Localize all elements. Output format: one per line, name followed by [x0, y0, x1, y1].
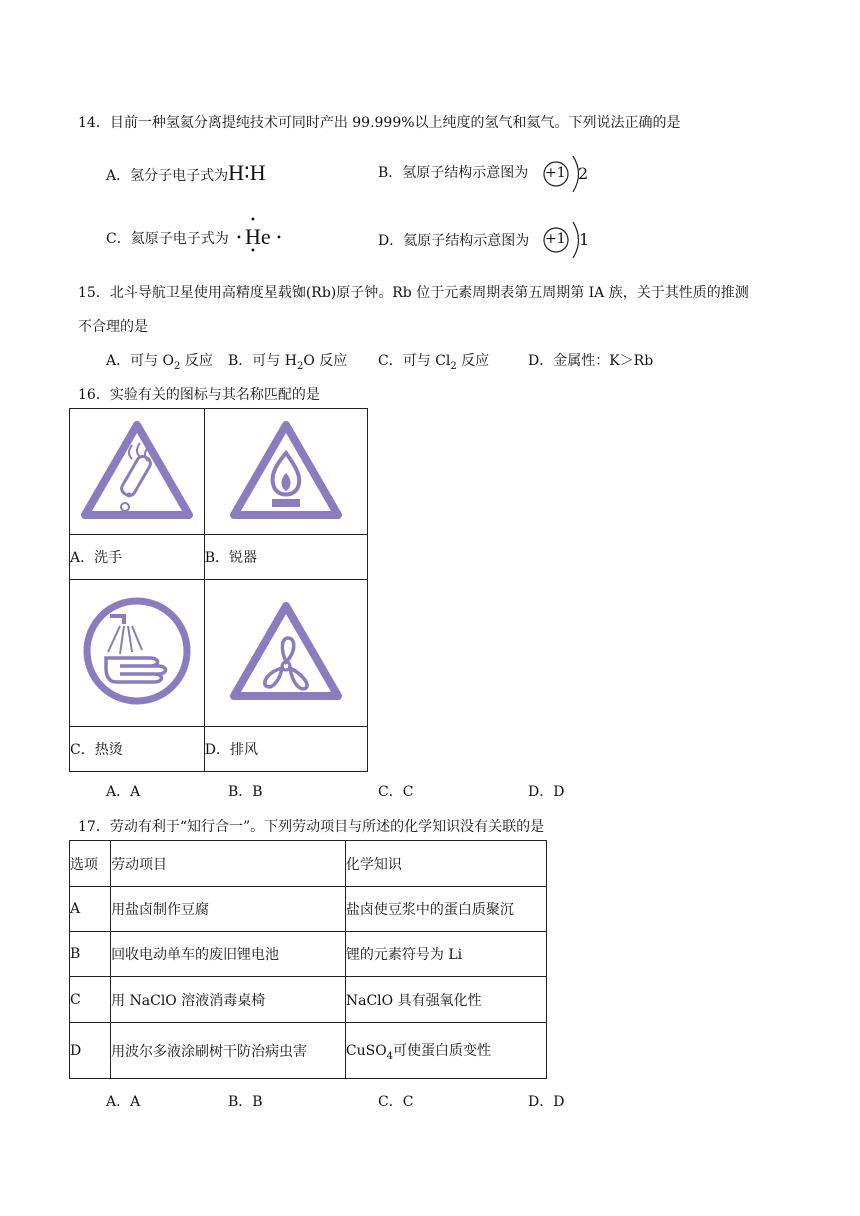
q15-b-sub: 2	[296, 360, 304, 372]
q16-option-d: D．D	[528, 784, 565, 800]
q15-a-sub: 2	[174, 360, 181, 372]
q14-option-b-text: B．氢原子结构示意图为	[378, 165, 529, 181]
q17-option-b: B．B	[228, 1094, 263, 1110]
table-header-row	[70, 841, 547, 887]
q16-option-c: C．C	[378, 784, 414, 800]
q14-c-symbol: He	[245, 224, 271, 249]
q17-option-c: C．C	[378, 1094, 414, 1110]
q15-option-b	[228, 350, 347, 372]
table-cell	[345, 1023, 546, 1079]
q16-stem: 16．实验有关的图标与其名称匹配的是	[78, 387, 320, 403]
q14-option-a	[106, 160, 266, 186]
q15-stem-line1: 15．北斗导航卫星使用高精度星载铷(Rb)原子钟。Rb 位于元素周期表第五周期第 IA 族，关于其性质的推测	[78, 285, 749, 301]
table-row	[70, 977, 547, 1023]
q14-option-c-formula: • • He • •	[236, 215, 282, 257]
q14-stem: 14．目前一种氢氦分离提纯技术可同时产出 99.999%以上纯度的氢气和氦气。下列说法正确的是	[78, 115, 681, 131]
q15-c-post: 反应	[456, 353, 490, 369]
q14-option-d-diagram	[540, 216, 590, 264]
q15-option-c	[378, 350, 489, 372]
table-cell: B	[70, 932, 111, 977]
q14-option-c	[106, 228, 229, 248]
q14-option-a-formula: H∶H	[228, 160, 266, 185]
exhaust-fan-icon	[226, 596, 346, 706]
q16-icon-table	[69, 408, 368, 772]
table-cell: D	[70, 1023, 111, 1079]
table-cell: 用 NaClO 溶液消毒桌椅	[111, 977, 346, 1023]
cuso4-formula: CuSO	[345, 1042, 387, 1059]
q15-b-pre: B．可与 H	[228, 353, 297, 369]
q16-label-c: C．热烫	[70, 727, 205, 772]
q14-option-c-text: C．氦原子电子式为	[106, 231, 229, 247]
q15-b-post: O 反应	[303, 353, 348, 369]
q16-label-b: B．锐器	[204, 535, 367, 580]
q16-label-a: A．洗手	[70, 535, 205, 580]
table-row	[70, 1023, 547, 1079]
q16-cell-icon-a	[70, 409, 205, 535]
table-cell: A	[70, 887, 111, 932]
q14-option-d	[378, 230, 529, 250]
q16-option-b: B．B	[228, 784, 263, 800]
q15-stem-line2: 不合理的是	[78, 319, 148, 335]
flame-burner-icon	[226, 415, 346, 525]
table-cell: 回收电动单车的废旧锂电池	[111, 932, 346, 977]
q16-label-d: D．排风	[204, 727, 367, 772]
q14-option-b	[378, 162, 528, 182]
q17-option-a: A．A	[106, 1094, 141, 1110]
table-cell: 用盐卤制作豆腐	[111, 887, 346, 932]
q16-cell-icon-d	[204, 580, 367, 727]
hand-wash-icon	[80, 594, 194, 708]
table-cell: NaClO 具有强氧化性	[345, 977, 546, 1023]
q17-stem: 17．劳动有利于“知行合一”。下列劳动项目与所述的化学知识没有关联的是	[78, 819, 545, 835]
q14-d-nucleus: +1	[545, 231, 566, 247]
q16-option-a: A．A	[106, 784, 141, 800]
q14-d-shell: 1	[579, 230, 590, 249]
table-cell: 盐卤使豆浆中的蛋白质聚沉	[345, 887, 546, 932]
q15-a-pre: A．可与 O	[106, 353, 175, 369]
table-cell: C	[70, 977, 111, 1023]
table-cell: 锂的元素符号为 Li	[345, 932, 546, 977]
q14-option-a-text: A．氢分子电子式为	[106, 168, 229, 184]
q15-c-pre: C．可与 Cl	[378, 353, 451, 369]
q15-c-sub: 2	[450, 360, 457, 372]
cuso4-text: 可使蛋白质变性	[393, 1042, 492, 1059]
table-cell: 用波尔多液涂刷树干防治病虫害	[111, 1023, 346, 1079]
q15-option-d: D．金属性：K＞Rb	[528, 353, 654, 369]
cuso4-subscript: 4	[386, 1050, 394, 1062]
q16-cell-icon-b	[204, 409, 367, 535]
q14-b-nucleus: +1	[545, 165, 566, 181]
table-row	[70, 932, 547, 977]
q16-cell-icon-c	[70, 580, 205, 727]
chemical-hazard-icon	[77, 415, 197, 525]
table-header-cell: 选项	[70, 841, 111, 887]
table-header-cell: 化学知识	[345, 841, 546, 887]
q17-option-d: D．D	[528, 1094, 565, 1110]
q14-b-shell: 2	[578, 164, 589, 183]
q17-table	[69, 840, 547, 1079]
q14-option-d-text: D．氦原子结构示意图为	[378, 233, 530, 249]
q15-a-post: 反应	[180, 353, 213, 369]
table-row	[70, 887, 547, 932]
table-header-cell: 劳动项目	[111, 841, 346, 887]
q15-option-a	[106, 350, 213, 372]
q14-option-b-diagram	[540, 150, 590, 198]
